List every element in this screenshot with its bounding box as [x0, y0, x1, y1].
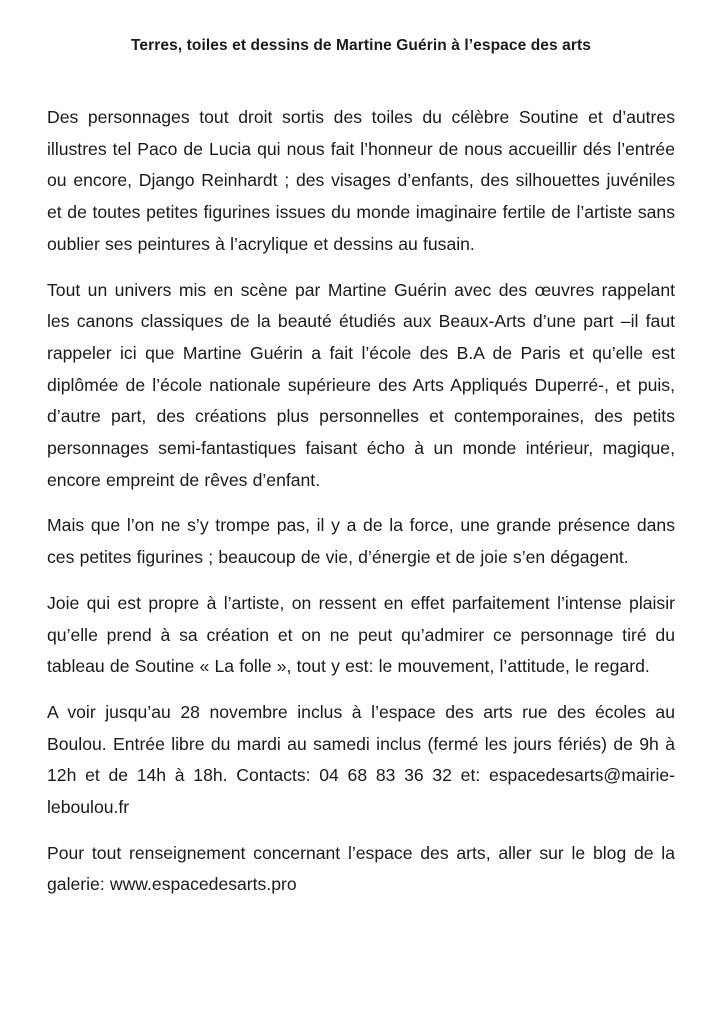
article-body	[47, 102, 675, 901]
paragraph-univers: Tout un univers mis en scène par Martine Guérin avec des œuvres rappelant les canons classiques de la beauté étudiés aux Beaux-Arts d’une part –il faut rappeler ici que Martine Guérin a fait l’école des B.A de Paris et qu’elle est diplômée de l’école nationale supérieure des Arts Appliqués Duperré-, et puis, d’autre part, des créations plus personnelles et contemporaines, des petits personnages semi-fantastiques faisant écho à un monde intérieur, magique, encore empreint de rêves d’enfant.	[47, 279, 675, 490]
paragraph-force: Mais que l’on ne s’y trompe pas, il y a de la force, une grande présence dans ces petites figurines ; beaucoup de vie, d’énergie et de joie s’en dégagent.	[47, 515, 675, 568]
paragraph-renseignements: Pour tout renseignement concernant l’espace des arts, aller sur le blog de la galerie: www.espacedesarts.pro	[47, 842, 675, 895]
paragraph-joie: Joie qui est propre à l’artiste, on ressent en effet parfaitement l’intense plaisir qu’elle prend à sa création et on ne peut qu’admirer ce personnage tiré du tableau de Soutine « La folle », tout y est: le mouvement, l’attitude, le regard.	[47, 592, 675, 677]
paragraph-infos-pratiques: A voir jusqu’au 28 novembre inclus à l’espace des arts rue des écoles au Boulou. Entrée libre du mardi au samedi inclus (fermé les jours fériés) de 9h à 12h et de 14h à 18h. Contacts: 04 68 83 36 32 et: espacedesarts@mairie-leboulou.fr	[47, 701, 675, 818]
paragraph-intro: Des personnages tout droit sortis des toiles du célèbre Soutine et d’autres illustres tel Paco de Lucia qui nous fait l’honneur de nous accueillir dés l’entrée ou encore, Django Reinhardt ; des visages d’enfants, des silhouettes juvéniles et de toutes petites figurines issues du monde imaginaire fertile de l’artiste sans oublier ses peintures à l’acrylique et dessins au fusain.	[47, 107, 675, 254]
document-title: Terres, toiles et dessins de Martine Guérin à l’espace des arts	[130, 37, 591, 54]
